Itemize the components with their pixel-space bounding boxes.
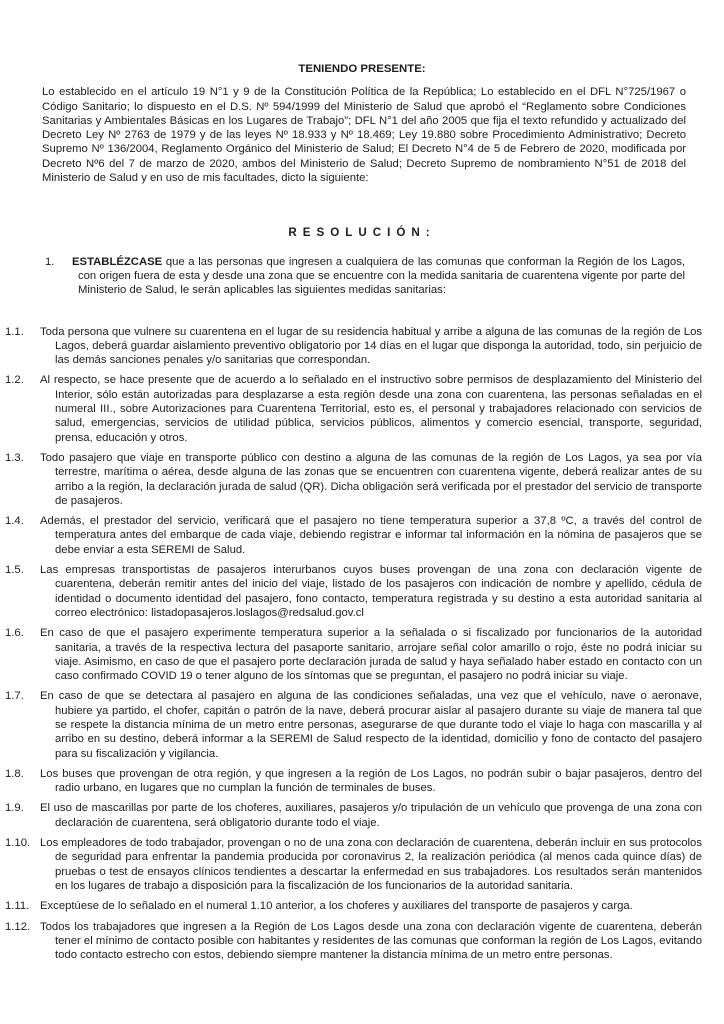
resolution-subitems: [5, 325, 702, 963]
item-number: 1.10.: [5, 837, 31, 850]
item-text: Exceptúese de lo señalado en el numeral 1.10 anterior, a los choferes y auxiliares del transporte de pasajeros y carga.: [40, 900, 633, 913]
list-item: [5, 899, 702, 913]
item-body: que a las personas que ingresen a cualquiera de las comunas que conforman la Región de los Lagos, con origen fuera de esta y desde una zona que se encuentre con la medida sanitaria de cuarentena vigente por parte del Ministerio de Salud, le serán aplicables las siguientes medidas sanitarias:: [78, 255, 685, 297]
item-text: Los buses que provengan de otra región, y que ingresen a la región de Los Lagos, no podrán subir o bajar pasajeros, dentro del radio urbano, en lugares que no cumplan la función de terminales de buses.: [40, 767, 702, 795]
heading-resolucion: RESOLUCIÓN:: [288, 226, 436, 240]
list-item: [5, 373, 702, 444]
item-text: Todos los trabajadores que ingresen a la Región de Los Lagos desde una zona con declaración vigente de cuarentena, deberán tener el mínimo de contacto posible con habitantes y residentes de las comunas que conforman la región de Los Lagos, evitando todo contacto estrecho con estos, debiendo siempre mantener la distancia mínima de un metro entre personas.: [40, 920, 702, 962]
item-number: 1.6.: [5, 627, 24, 640]
list-item: [5, 325, 702, 368]
item-lead-bold: ESTABLÉZCASE: [72, 255, 163, 268]
item-number: 1.12.: [5, 920, 31, 933]
list-item: [5, 563, 702, 620]
item-number: 1.: [45, 255, 55, 268]
item-text: Además, el prestador del servicio, verificará que el pasajero no tiene temperatura superior a 37,8 ºC, a través del control de temperatura antes del embarque de cada viaje, debiendo registrar e informar tal información en la nómina de pasajeros que se debe enviar a esta SEREMI de Salud.: [40, 515, 702, 556]
item-number: 1.4.: [5, 515, 24, 528]
list-item: [5, 767, 702, 796]
item-text: Las empresas transportistas de pasajeros interurbanos cuyos buses provengan de una zona con declaración vigente de cuarentena, deberán remitir antes del inicio del viaje, listado de los pasajeros con indicación de nombre y apellido, cédula de identidad o documento identidad del pasajero, fono contacto, temperatura registrada y su destino a esta autoridad sanitaria al correo electrónico: listadopasajeros.loslagos@redsalud.gov.cl: [40, 564, 702, 619]
item-number: 1.2.: [5, 374, 24, 387]
item-text: Los empleadores de todo trabajador, provengan o no de una zona con declaración de cuarentena, deberán incluir en sus protocolos de seguridad para enfrentar la pandemia producida por coronavirus 2, la realización periódica (al menos cada quince días) de pruebas o test de ensayos clínicos tendientes a descartar la enfermedad en sus trabajadores. Los resultados serán mantenidos en los lugares de trabajo a disposición para la fiscalización de los funcionarios de la autoridad sanitaria.: [40, 837, 702, 892]
item-number: 1.7.: [5, 690, 24, 703]
resolution-item-1: [45, 255, 685, 298]
list-item: [5, 836, 702, 893]
intro-paragraph: Lo establecido en el artículo 19 N°1 y 9 de la Constitución Política de la República; Lo establecido en el DFL N°725/1967 o Código Sanitario; lo dispuesto en el D.S. Nº 594/1999 del Ministerio de Salud que aprobó el “Reglamento sobre Condiciones Sanitarias y Ambientales Básicas en los Lugares de Trabajo”; DFL N°1 del año 2005 que fija el texto refundido y actualizado del Decreto Ley Nº 2763 de 1979 y de las leyes Nº 18.933 y Nº 18.469; Ley 19.880 sobre Procedimiento Administrativo; Decreto Supremo Nº 136/2004, Reglamento Orgánico del Ministerio de Salud; El Decreto N°4 de 5 de Febrero de 2020, modificada por Decreto Nº6 del 7 de marzo de 2020, ambos del Ministerio de Salud; Decreto Supremo de nombramiento N°51 de 2018 del Ministerio de Salud y en uso de mis facultades, dicto la siguiente:: [42, 86, 686, 185]
list-item: [5, 514, 702, 557]
item-text: El uso de mascarillas por parte de los choferes, auxiliares, pasajeros y/o tripulación de un vehículo que provenga de una zona con declaración de cuarentena, será obligatorio durante todo el viaje.: [40, 802, 702, 829]
list-item: [5, 689, 702, 760]
item-number: 1.1.: [5, 325, 24, 338]
item-number: 1.9.: [5, 802, 24, 815]
item-text: [72, 255, 685, 298]
item-text: En caso de que se detectara al pasajero en alguna de las condiciones señaladas, una vez que el vehículo, nave o aeronave, hubiere ya partido, el chofer, capitán o patrón de la nave, deberá procurar aislar al pasajero durante su viaje de manera tal que se respete la distancia mínima de un metro entre personas, asegurarse de que durante todo el viaje lo haga con mascarilla y al arribo en su destino, deberá informar a la SEREMI de Salud respecto de la identidad, domicilio y fono de contacto del pasajero para su fiscalización y vigilancia.: [40, 690, 702, 760]
list-item: [5, 801, 702, 830]
item-text: Al respecto, se hace presente que de acuerdo a lo señalado en el instructivo sobre permisos de desplazamiento del Ministerio del Interior, sólo están autorizadas para desplazarse a esta región desde una zona con cuarentena, las personas señaladas en el numeral III., sobre Autorizaciones para Cuarentena Territorial, esto es, el personal y trabajadores relacionado con servicios de salud, emergencias, servicios de utilidad pública, servicios públicos, alimentos y comercio esencial, transporte, seguridad, prensa, educación y otros.: [40, 374, 702, 444]
item-text: Todo pasajero que viaje en transporte público con destino a alguna de las comunas de la región de Los Lagos, ya sea por vía terrestre, marítima o aérea, desde alguna de las zonas que se encuentren con cuarentena vigente, deberá realizar antes de su arribo a la región, la declaración jurada de salud (QR). Dicha obligación será verificada por el prestador del servicio de transporte de pasajeros.: [40, 451, 702, 507]
list-item: [5, 451, 702, 508]
item-text: En caso de que el pasajero experimente temperatura superior a la señalada o si fiscalizado por funcionarios de la autoridad sanitaria, a través de la respectiva lectura del pasaporte sanitario, arrojare señal color amarillo o rojo, éste no podrá iniciar su viaje. Asimismo, en caso de que el pasajero porte declaración jurada de salud y haya señalado haber estado en contacto con un caso confirmado COVID 19 o tener alguno de los síntomas que se preguntan, el pasajero no podrá iniciar su viaje.: [40, 627, 702, 683]
heading-teniendo-presente: TENIENDO PRESENTE:: [298, 63, 426, 75]
item-number: 1.5.: [5, 564, 24, 577]
item-text: Toda persona que vulnere su cuarentena en el lugar de su residencia habitual y arribe a alguna de las comunas de la región de Los Lagos, deberá guardar aislamiento preventivo obligatorio por 14 días en el lugar que disponga la autoridad, todo, sin perjuicio de las demás sanciones penales y/o sanitarias que correspondan.: [40, 325, 702, 367]
list-item: [5, 626, 702, 683]
item-number: 1.11.: [5, 900, 30, 913]
list-item: [5, 920, 702, 963]
item-number: 1.8.: [5, 767, 24, 780]
item-number: 1.3.: [5, 451, 24, 464]
